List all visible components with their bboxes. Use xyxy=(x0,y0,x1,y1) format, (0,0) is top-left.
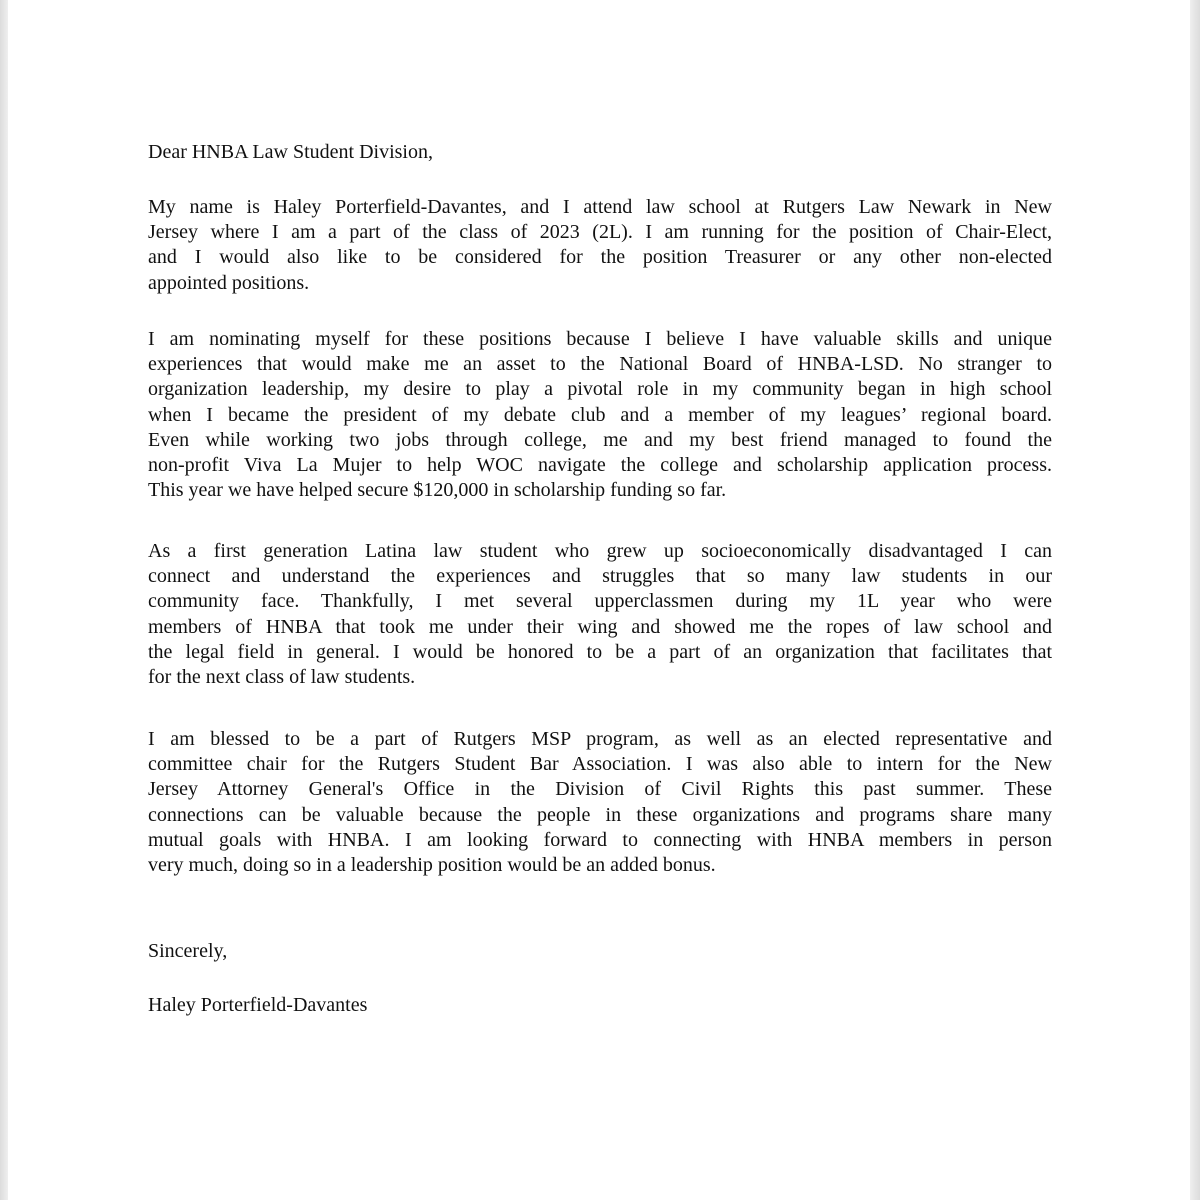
text-line: the legal field in general. I would be honored to be a part of an organization that facilitates that xyxy=(148,640,1052,663)
text-line: connections can be valuable because the people in these organizations and programs share many xyxy=(148,803,1052,826)
paragraph-1 xyxy=(148,195,1052,296)
text-line: community face. Thankfully, I met several upperclassmen during my 1L year who were xyxy=(148,590,1052,613)
text-line: organization leadership, my desire to play a pivotal role in my community began in high school xyxy=(148,378,1052,401)
text-line: for the next class of law students. xyxy=(148,665,416,688)
text-line: Even while working two jobs through college, me and my best friend managed to found the xyxy=(148,428,1052,451)
text-line: appointed positions. xyxy=(148,271,310,294)
text-line: As a first generation Latina law student who grew up socioeconomically disadvantaged I can xyxy=(148,540,1052,562)
text-line: I am blessed to be a part of Rutgers MSP program, as well as an elected representative and xyxy=(148,728,1052,750)
page-edge-right xyxy=(1190,0,1200,1200)
text-line: I am nominating myself for these positions because I believe I have valuable skills and unique xyxy=(148,328,1052,350)
closing: Sincerely, xyxy=(148,940,228,962)
text-line: Jersey Attorney General's Office in the Division of Civil Rights this past summer. These xyxy=(148,778,1052,801)
text-line: experiences that would make me an asset to the National Board of HNBA-LSD. No stranger to xyxy=(148,353,1052,376)
text-line: connect and understand the experiences and struggles that so many law students in our xyxy=(148,565,1052,588)
text-line: non-profit Viva La Mujer to help WOC navigate the college and scholarship application process. xyxy=(148,453,1052,476)
text-line: when I became the president of my debate club and a member of my leagues’ regional board. xyxy=(148,403,1052,426)
page-edge-left xyxy=(0,0,8,1200)
text-line: This year we have helped secure $120,000 in scholarship funding so far. xyxy=(148,479,727,502)
text-line: and I would also like to be considered for the position Treasurer or any other non-elected xyxy=(148,246,1052,269)
text-line: members of HNBA that took me under their wing and showed me the ropes of law school and xyxy=(148,615,1052,638)
text-line: very much, doing so in a leadership position would be an added bonus. xyxy=(148,853,716,876)
paragraph-2 xyxy=(148,327,1052,503)
text-line: committee chair for the Rutgers Student Bar Association. I was also able to intern for the New xyxy=(148,753,1052,776)
paragraph-3 xyxy=(148,539,1052,690)
text-line: mutual goals with HNBA. I am looking forward to connecting with HNBA members in person xyxy=(148,828,1052,851)
text-line: My name is Haley Porterfield-Davantes, and I attend law school at Rutgers Law Newark in New xyxy=(148,196,1052,218)
text-line: Jersey where I am a part of the class of 2023 (2L). I am running for the position of Chair-Elect, xyxy=(148,221,1052,244)
salutation: Dear HNBA Law Student Division, xyxy=(148,141,433,163)
paragraph-4 xyxy=(148,727,1052,878)
signature: Haley Porterfield-Davantes xyxy=(148,994,368,1016)
